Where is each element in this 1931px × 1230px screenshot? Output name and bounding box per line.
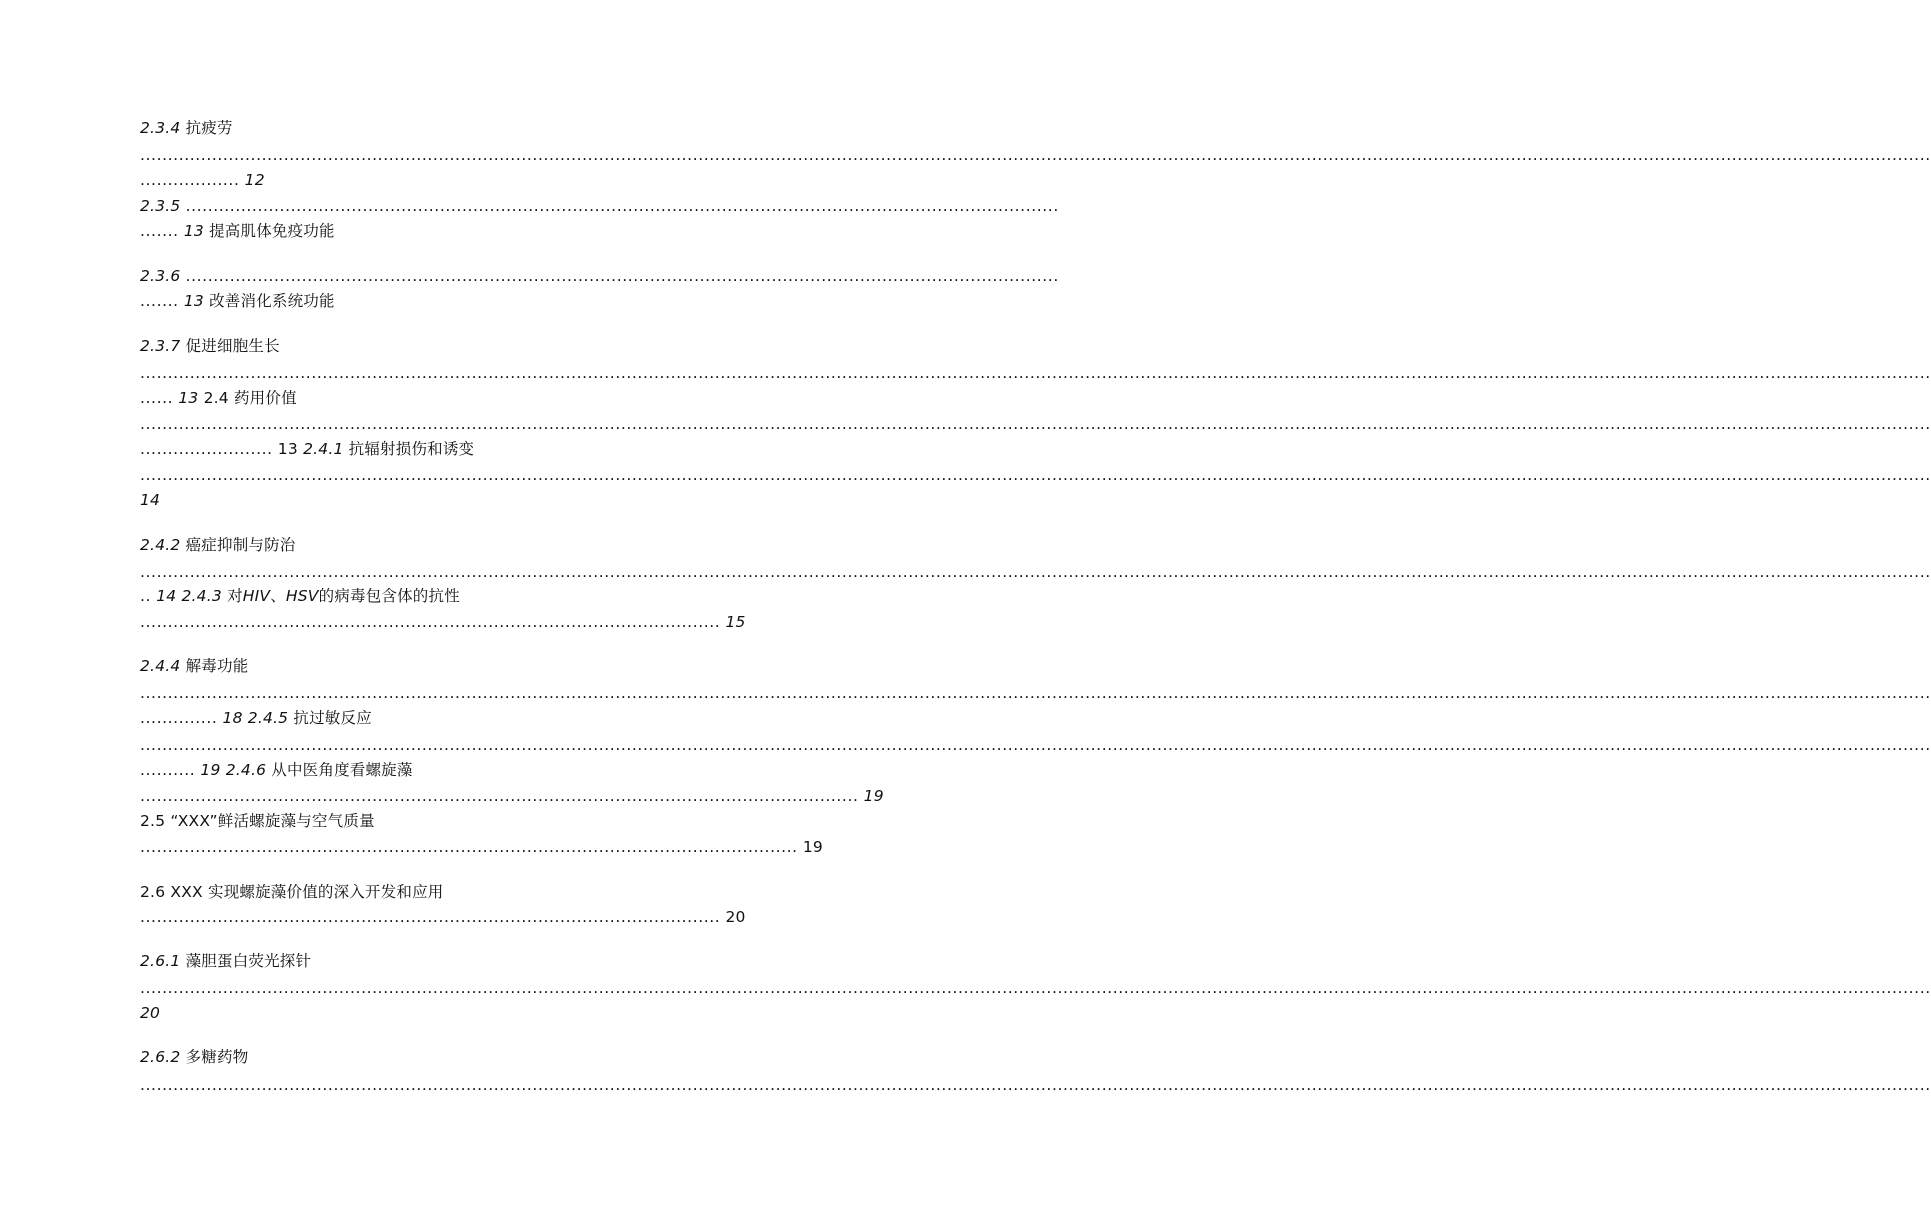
section-number: 2.4.1 [303, 440, 344, 458]
section-title: 改善消化系统功能 [209, 292, 335, 310]
toc-entry-page-line: ...... 13 2.4 药用价值 [140, 389, 297, 407]
section-title: “XXX”鲜活螺旋藻与空气质量 [170, 812, 375, 830]
section-number: 2.4.6 [225, 761, 267, 779]
page-number: 20 [140, 1004, 161, 1022]
toc-entry-title [140, 1047, 248, 1067]
page-number: 19 [200, 761, 221, 779]
section-title: 的病毒包含体的抗性 [318, 587, 460, 605]
page-number: 14 [140, 491, 161, 509]
section-number: 2.3.4 [140, 119, 181, 137]
section-number: 2.4.5 [247, 709, 289, 727]
toc-entry-page-line [140, 490, 160, 510]
leader-dots [140, 465, 798, 485]
section-title: 药用价值 [233, 389, 297, 407]
section-title: XXX 实现螺旋藻价值的深入开发和应用 [170, 883, 444, 901]
section-title: 抗过敏反应 [293, 709, 372, 727]
section-title: 藻胆蛋白荧光探针 [185, 952, 312, 970]
section-title: 抗辐射损伤和诱变 [348, 440, 475, 458]
section-title: 从中医角度看螺旋藻 [271, 761, 413, 779]
section-number: 2.4.3 [181, 587, 222, 605]
page-number: 12 [244, 171, 265, 189]
page-number: 13 [183, 292, 204, 310]
toc-entry-title: 2.3.5 .............................................................................................................................................................. [140, 197, 1059, 215]
section-number: 2.5 [140, 812, 166, 830]
toc-entry-page-line: .......... 19 2.4.6 从中医角度看螺旋藻 [140, 761, 413, 779]
section-title: 提高肌体免疫功能 [209, 222, 335, 240]
toc-entry-title: 2.3.6 .............................................................................................................................................................. [140, 267, 1059, 285]
section-title: 癌症抑制与防治 [185, 536, 296, 554]
toc-entry-page-line: ......................................................................................................... 15 [140, 613, 746, 631]
leader-dots [140, 414, 810, 434]
section-number: 2.6.2 [140, 1048, 181, 1066]
leader-dots [140, 145, 810, 165]
page-number: 15 [725, 613, 746, 631]
page-number: 18 [222, 709, 243, 727]
toc-entry-title [140, 656, 248, 676]
toc-entry-page-line: ....... 13 提高肌体免疫功能 [140, 222, 335, 240]
section-number: 2.3.6 [140, 267, 181, 285]
toc-entry-title [140, 811, 375, 831]
section-number: 2.4 [203, 389, 229, 407]
section-title: 对 [227, 587, 243, 605]
leader-dots [140, 683, 810, 703]
leader-dots [140, 363, 810, 383]
section-number: 2.4.4 [140, 657, 181, 675]
section-number: 2.4.2 [140, 536, 181, 554]
toc-entry-page-line: .................. 12 [140, 171, 265, 189]
section-title: 解毒功能 [185, 657, 249, 675]
page-number: 14 [156, 587, 177, 605]
toc-entry-title [140, 951, 311, 971]
toc-entry-title [140, 118, 233, 138]
toc-entry-page-line: ....... 13 改善消化系统功能 [140, 292, 335, 310]
page-number: 19 [802, 838, 823, 856]
page-number: 19 [863, 787, 884, 805]
leader-dots [140, 978, 798, 998]
page-number: 20 [725, 908, 746, 926]
page-number: 13 [277, 440, 298, 458]
section-title: 、 [270, 587, 286, 605]
section-title: HSV [285, 587, 319, 605]
toc-entry-page-line: ......................................................................................................... 20 [140, 908, 746, 926]
section-title: 抗疲劳 [185, 119, 233, 137]
section-number: 2.3.5 [140, 197, 181, 215]
toc-entry-title [140, 336, 280, 356]
toc-entry-page-line [140, 1003, 160, 1023]
toc-entry-page-line: .. 14 2.4.3 对HIV、HSV的病毒包含体的抗性 [140, 587, 460, 605]
section-title: 促进细胞生长 [185, 337, 280, 355]
leader-dots [140, 1075, 810, 1095]
section-number: 2.3.7 [140, 337, 181, 355]
leader-dots [140, 562, 810, 582]
section-number: 2.6 [140, 883, 166, 901]
section-title: HIV [242, 587, 271, 605]
leader-dots [140, 735, 810, 755]
toc-entry-title [140, 535, 296, 555]
toc-entry-title [140, 882, 444, 902]
section-title: 多糖药物 [185, 1048, 249, 1066]
section-number: 2.6.1 [140, 952, 181, 970]
toc-entry-page-line: ........................ 13 2.4.1 抗辐射损伤和诱变 [140, 440, 475, 458]
toc-entry-page-line: ....................................................................................................................... 19 [140, 838, 823, 856]
toc-entry-page-line: .............. 18 2.4.5 抗过敏反应 [140, 709, 372, 727]
page-number: 13 [178, 389, 199, 407]
toc-entry-page-line: .................................................................................................................................. 19 [140, 787, 884, 805]
page-number: 13 [183, 222, 204, 240]
